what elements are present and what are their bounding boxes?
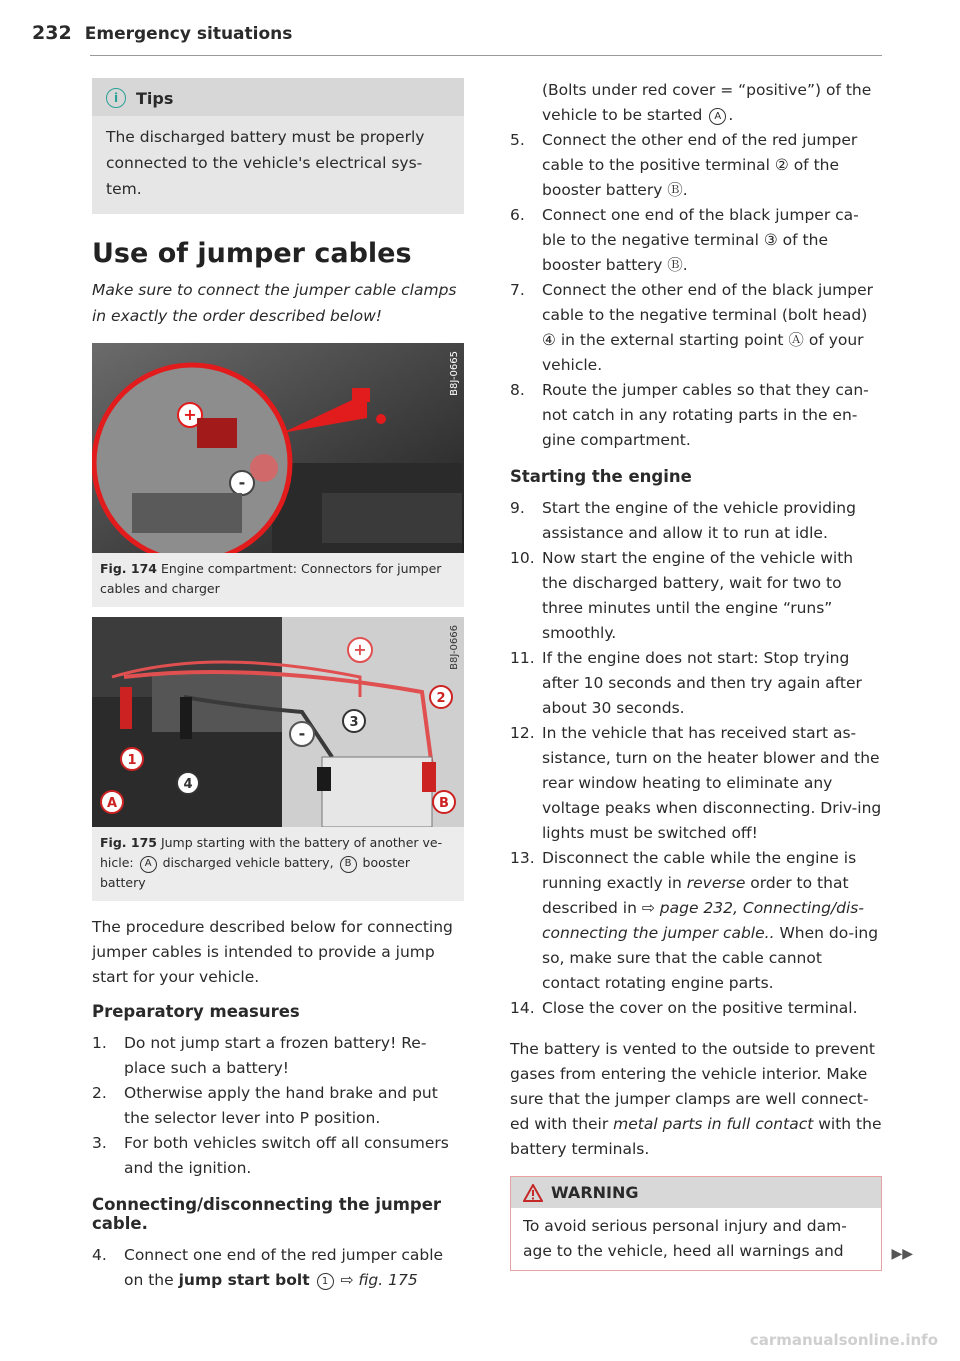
figure-174-caption xyxy=(92,553,464,607)
circled-1: 1 xyxy=(317,1273,334,1290)
svg-text:+: + xyxy=(353,640,367,659)
jump-start-image xyxy=(92,617,464,827)
list-item: 10. Now start the engine of the vehicle with the discharged battery, wait for two to three minutes until the engine “runs” smoothly. xyxy=(510,549,854,642)
figure-175 xyxy=(92,617,464,901)
circled-a: A xyxy=(709,108,726,125)
callout-3: 3 xyxy=(349,715,359,730)
list-item: 14. Close the cover on the positive terminal. xyxy=(510,999,858,1017)
main-title: Use of jumper cables xyxy=(92,238,412,269)
page-link[interactable]: ⇨ page 232, Connecting/dis-connecting the jumper cable.. xyxy=(542,899,864,942)
fig-label: Fig. 175 xyxy=(100,835,157,850)
figure-174 xyxy=(92,343,464,607)
tips-header xyxy=(92,78,464,116)
intro-text: Make sure to connect the jumper cable clamps in exactly the order described below! xyxy=(92,281,457,325)
page-header xyxy=(32,22,882,44)
paragraph-2: The battery is vented to the outside to prevent gases from entering the vehicle interior. Make sure that the jumper clamps are well connect-ed with their metal parts in full contact with the battery terminals. xyxy=(510,1040,882,1158)
continue-arrow-icon: ▶▶ xyxy=(891,1246,913,1262)
list-item: 9. Start the engine of the vehicle providing assistance and allow it to run at idle. xyxy=(510,499,856,542)
list-item: 4. Connect one end of the red jumper cable on the jump start bolt 1 ⇨ fig. 175 xyxy=(92,1246,444,1289)
figure-code: B8J-0665 xyxy=(449,351,460,396)
fig-caption-text: Engine compartment: Connectors for jumper cables and charger xyxy=(100,561,442,596)
list-item: 12. In the vehicle that has received start as-sistance, turn on the heater blower and the rear window heating to eliminate any voltage peaks when disconnecting. Driv-ing lights must be switched off! xyxy=(510,724,882,842)
list-item: 3. For both vehicles switch off all consumers and the ignition. xyxy=(92,1134,449,1177)
list-item: 2. Otherwise apply the hand brake and put the selector lever into P position. xyxy=(92,1084,438,1127)
warning-icon xyxy=(523,1184,543,1202)
fig-caption-part2: discharged vehicle battery, xyxy=(162,855,334,870)
tips-title: Tips xyxy=(136,88,174,108)
section-title: Emergency situations xyxy=(84,24,293,44)
marker-b: B xyxy=(439,796,449,811)
tips-text: The discharged battery must be properly connected to the vehicle's electrical sys-tem. xyxy=(106,128,425,198)
circled-b: B xyxy=(340,856,357,873)
connect-list-start xyxy=(92,1243,464,1293)
circled-a: A xyxy=(140,856,157,873)
warning-box xyxy=(510,1176,913,1271)
warning-text: To avoid serious personal injury and dam-age to the vehicle, heed all warnings and xyxy=(523,1217,847,1260)
right-column xyxy=(510,78,913,1271)
figure-175-caption xyxy=(92,827,464,901)
paragraph-1: The procedure described below for connecting jumper cables is intended to provide a jump start for your vehicle. xyxy=(92,918,453,986)
list-item: 5. Connect the other end of the red jumper cable to the positive terminal ② of the booster battery Ⓑ. xyxy=(510,131,858,199)
list-item: 1. Do not jump start a frozen battery! Re-place such a battery! xyxy=(92,1034,427,1077)
list-item: 13. Disconnect the cable while the engine is running exactly in reverse order to that described in ⇨ page 232, Connecting/dis-connecting the jumper cable.. When do-ing so, make sure that the cable cannot contact rotating engine parts. xyxy=(510,849,879,992)
engine-compartment-image xyxy=(92,343,464,553)
prep-heading: Preparatory measures xyxy=(92,1002,300,1021)
header-rule xyxy=(90,55,882,56)
callout-4: 4 xyxy=(183,777,193,792)
fig-caption-part1: Jump starting with the battery of another ve-hicle: xyxy=(100,835,443,870)
callout-2: 2 xyxy=(436,691,446,706)
svg-text:-: - xyxy=(298,724,306,743)
svg-text:-: - xyxy=(238,473,246,492)
watermark: carmanualsonline.info xyxy=(749,1331,938,1349)
figure-code: B8J-0666 xyxy=(449,625,460,670)
connect-list xyxy=(510,128,882,453)
left-column xyxy=(92,78,464,1293)
info-icon: i xyxy=(106,88,126,108)
fig-caption-part3: booster battery xyxy=(100,855,410,890)
connect-heading: Connecting/disconnecting the jumper cable. xyxy=(92,1195,442,1233)
start-list xyxy=(510,496,882,1021)
tips-box xyxy=(92,78,464,214)
step4-continued: (Bolts under red cover = “positive”) of the vehicle to be started A . xyxy=(542,81,872,124)
svg-text:+: + xyxy=(183,405,197,424)
marker-a: A xyxy=(106,796,118,811)
page-number: 232 xyxy=(32,22,72,44)
callout-1: 1 xyxy=(127,753,137,768)
figure-link[interactable]: ⇨ fig. 175 xyxy=(340,1271,418,1289)
engine-illustration xyxy=(92,343,464,553)
warning-header xyxy=(511,1177,881,1208)
list-item: 8. Route the jumper cables so that they can-not catch in any rotating parts in the en-gine compartment. xyxy=(510,381,869,449)
start-heading: Starting the engine xyxy=(510,467,692,486)
list-item: 6. Connect one end of the black jumper ca-ble to the negative terminal ③ of the booster battery Ⓑ. xyxy=(510,206,859,274)
jump-start-illustration xyxy=(92,617,464,827)
warning-title: WARNING xyxy=(551,1183,639,1202)
list-item: 11. If the engine does not start: Stop trying after 10 seconds and then try again after about 30 seconds. xyxy=(510,649,862,717)
fig-label: Fig. 174 xyxy=(100,561,157,576)
list-item: 7. Connect the other end of the black jumper cable to the negative terminal (bolt head) ④ in the external starting point Ⓐ of your vehicle. xyxy=(510,281,874,374)
prep-list xyxy=(92,1031,464,1181)
